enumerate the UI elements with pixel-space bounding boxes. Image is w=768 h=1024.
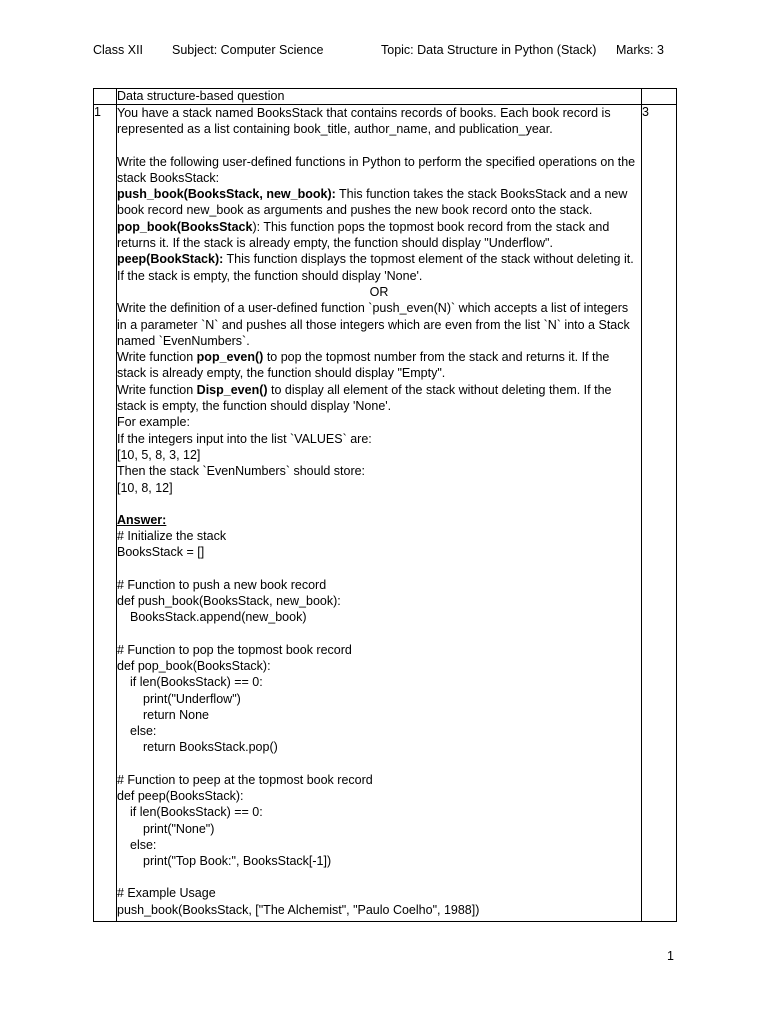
code-line: # Function to push a new book record bbox=[117, 577, 327, 592]
example-input: If the integers input into the list `VALUES` are: bbox=[117, 431, 372, 446]
code-line: def push_book(BooksStack, new_book): bbox=[117, 594, 341, 609]
table-title: Data structure-based question bbox=[117, 89, 642, 105]
code-line: return BooksStack.pop() bbox=[143, 740, 278, 755]
question-body bbox=[117, 105, 642, 922]
disp-even-name: Disp_even() bbox=[196, 382, 268, 397]
example-values: [10, 5, 8, 3, 12] bbox=[117, 447, 201, 462]
code-line: def pop_book(BooksStack): bbox=[117, 658, 271, 673]
answer-code bbox=[117, 528, 641, 918]
or-separator: OR bbox=[369, 284, 389, 299]
example-result: [10, 8, 12] bbox=[117, 480, 173, 495]
question-instruction: Write the following user-defined functions in Python to perform the specified operations on the stack BooksStack: bbox=[117, 154, 636, 185]
push-book-spec bbox=[117, 186, 641, 219]
code-line: print("None") bbox=[143, 821, 215, 836]
header-topic: Topic: Data Structure in Python (Stack) bbox=[381, 43, 597, 57]
push-book-name: push_book(BooksStack, new_book): bbox=[117, 187, 336, 202]
header-class: Class XII bbox=[93, 43, 144, 57]
code-line: BooksStack = [] bbox=[117, 545, 205, 560]
code-line: print("Underflow") bbox=[143, 691, 241, 706]
pop-book-spec bbox=[117, 219, 641, 252]
code-line: # Example Usage bbox=[117, 886, 216, 901]
question-table bbox=[93, 88, 677, 922]
question-number: 1 bbox=[94, 105, 117, 922]
pop-book-name: pop_book(BooksStack bbox=[117, 219, 253, 234]
page-number: 1 bbox=[667, 949, 674, 963]
code-line: if len(BooksStack) == 0: bbox=[130, 675, 263, 690]
question-row bbox=[94, 105, 677, 922]
alt-question-intro: Write the definition of a user-defined function `push_even(N)` which accepts a list of integers in a parameter `N` and pushes all those integers which are even from the list `N` into a Stack named `EvenNumbers`. bbox=[117, 301, 630, 348]
page-header bbox=[0, 43, 768, 61]
code-line: BooksStack.append(new_book) bbox=[130, 610, 307, 625]
header-subject: Subject: Computer Science bbox=[172, 43, 324, 57]
question-marks: 3 bbox=[642, 105, 677, 922]
code-line: else: bbox=[130, 724, 157, 739]
code-line: if len(BooksStack) == 0: bbox=[130, 805, 263, 820]
code-line: return None bbox=[143, 707, 210, 722]
code-line: print("Top Book:", BooksStack[-1]) bbox=[143, 854, 332, 869]
code-line: # Function to peep at the topmost book record bbox=[117, 772, 373, 787]
peep-name: peep(BookStack): bbox=[117, 252, 224, 267]
code-line: def peep(BooksStack): bbox=[117, 788, 244, 803]
table-title-row bbox=[94, 89, 677, 105]
code-line: # Function to pop the topmost book record bbox=[117, 642, 352, 657]
pop-even-name: pop_even() bbox=[196, 350, 264, 365]
header-marks: Marks: 3 bbox=[616, 43, 664, 57]
question-intro: You have a stack named BooksStack that contains records of books. Each book record is represented as a list containing book_title, author_name, and publication_year. bbox=[117, 106, 611, 137]
push-book-desc: This function takes the stack BooksStack and a new book record new_book as arguments and pushes the new book record onto the stack. bbox=[117, 187, 628, 218]
code-line: # Initialize the stack bbox=[117, 529, 227, 544]
pop-even-spec: Write function pop_even() to pop the topmost number from the stack and returns it. If the stack is already empty, the function should display "Empty". bbox=[117, 350, 610, 381]
code-line: else: bbox=[130, 837, 157, 852]
code-line: push_book(BooksStack, ["The Alchemist", "Paulo Coelho", 1988]) bbox=[117, 902, 480, 917]
disp-even-spec: Write function Disp_even() to display all element of the stack without deleting them. If the stack is empty, the function should display 'None'. bbox=[117, 382, 612, 414]
answer-label: Answer: bbox=[117, 512, 167, 527]
example-label: For example: bbox=[117, 415, 190, 430]
peep-desc: This function displays the topmost element of the stack without deleting it. If the stack is empty, the function should display 'None'. bbox=[117, 252, 634, 283]
pop-book-desc: ): This function pops the topmost book record from the stack and returns it. If the stack is already empty, the function should display "Underflow". bbox=[117, 219, 610, 251]
peep-spec bbox=[117, 251, 641, 284]
example-then: Then the stack `EvenNumbers` should store: bbox=[117, 464, 366, 479]
